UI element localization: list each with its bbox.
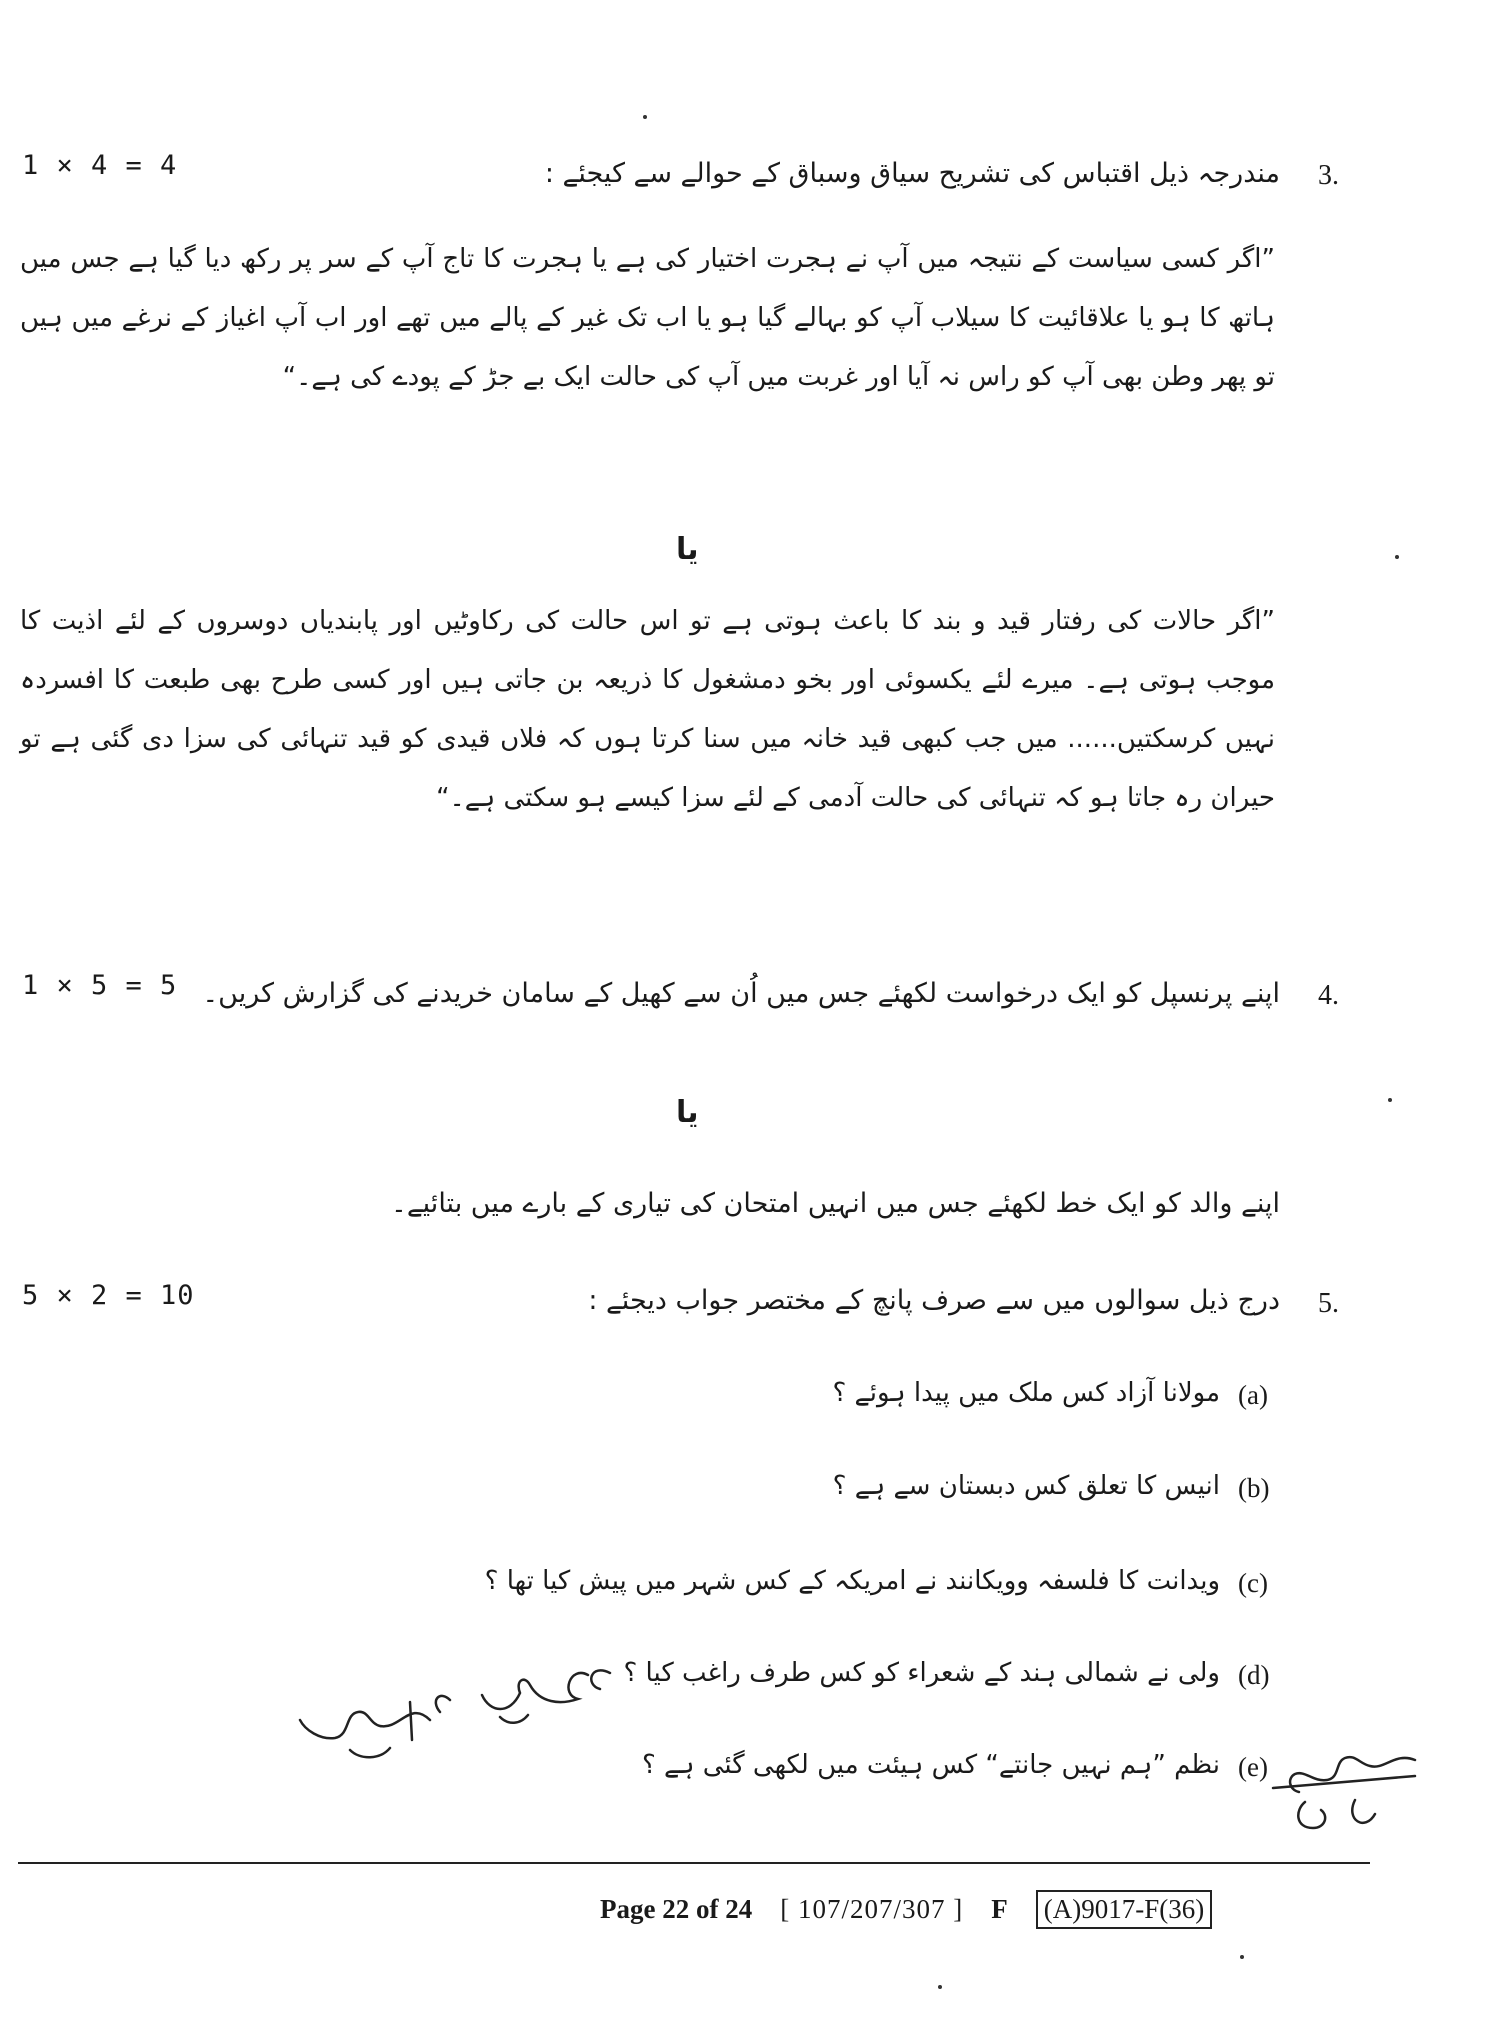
- paper-code: [ 107/207/307 ]: [780, 1894, 964, 1924]
- q5-item-d-label: (d): [1238, 1660, 1270, 1690]
- q4-instruction: اپنے پرنسپل کو ایک درخواست لکھئے جس میں اُن سے کھیل کے سامان خریدنے کی گزارش کریں۔: [202, 978, 1280, 1009]
- q5-number: 5.: [1318, 1288, 1339, 1319]
- q5-item-a-label: (a): [1238, 1380, 1268, 1410]
- q3-passage-1: ”اگر کسی سیاست کے نتیجہ میں آپ نے ہجرت اختیار کی ہے یا ہجرت کا تاج آپ کے سر پر رکھ دیا گیا ہے جس میں ہاتھ کا ہو یا علاقائیت کا سیلاب آپ کو بہالے گیا ہو یا اب تک غیر کے پالے میں تھے اور اب آپ اغیاز کے نرغے میں ہیں تو پھر وطن بھی آپ کو راس نہ آیا اور غربت میں آپ کی حالت ایک بے جڑ کے پودے کی ہے۔“: [20, 244, 1275, 392]
- footer-rule: [18, 1862, 1370, 1864]
- handwritten-note-2: [290, 1680, 460, 1770]
- q4-marks: 1 × 5 = 5: [22, 970, 178, 1001]
- q4-or: یا: [676, 1095, 699, 1130]
- q5-item-e-text: نظم ”ہم نہیں جانتے“ کس ہیئت میں لکھی گئی ہے ؟: [641, 1750, 1220, 1780]
- speck: [938, 1985, 942, 1989]
- handwritten-note-3: [1265, 1740, 1425, 1840]
- page-number: Page 22 of 24: [600, 1894, 753, 1924]
- q3-passage-2: ”اگر حالات کی رفتار قید و بند کا باعث ہوتی ہے تو اس حالت کی رکاوٹیں اور پابندیاں دوسروں کے لئے اذیت کا موجب ہوتی ہے۔ میرے لئے یکسوئی اور بخو دمشغول کا ذریعہ بن جاتی ہیں اور کسی طرح بھی طبعت کا افسردہ نہیں کرسکتیں...... میں جب کبھی قید خانہ میں سنا کرتا ہوں کہ فلاں قیدی کو قید تنہائی کی سزا دی گئی ہے تو حیران رہ جاتا ہو کہ تنہائی کی حالت آدمی کے لئے سزا کیسے ہو سکتی ہے۔“: [20, 606, 1275, 813]
- q5-item-b-label: (b): [1238, 1473, 1270, 1503]
- speck: [643, 115, 647, 119]
- q5-item-d-text: ولی نے شمالی ہند کے شعراء کو کس طرف راغب کیا ؟: [623, 1658, 1220, 1688]
- speck: [1395, 555, 1399, 559]
- handwritten-note-1: [470, 1655, 620, 1735]
- q3-marks: 1 × 4 = 4: [22, 150, 178, 181]
- q4-number: 4.: [1318, 980, 1339, 1011]
- speck: [1388, 1098, 1392, 1102]
- page-footer: [600, 1890, 1212, 1929]
- speck: [1240, 1955, 1244, 1959]
- paper-id: (A)9017-F(36): [1036, 1890, 1212, 1929]
- q4-alternative: اپنے والد کو ایک خط لکھئے جس میں انہیں امتحان کی تیاری کے بارے میں بتائیے۔: [391, 1188, 1280, 1219]
- q3-number: 3.: [1318, 160, 1339, 191]
- q5-item-c-text: ویدانت کا فلسفہ وویکانند نے امریکہ کے کس شہر میں پیش کیا تھا ؟: [484, 1566, 1220, 1596]
- paper-set: F: [991, 1894, 1008, 1924]
- q5-item-a-text: مولانا آزاد کس ملک میں پیدا ہوئے ؟: [832, 1378, 1220, 1408]
- q3-instruction: مندرجہ ذیل اقتباس کی تشریح سیاق وسباق کے حوالے سے کیجئے :: [544, 158, 1280, 189]
- q5-marks: 5 × 2 = 10: [22, 1280, 195, 1311]
- q5-item-b-text: انیس کا تعلق کس دبستان سے ہے ؟: [832, 1471, 1220, 1501]
- q5-instruction: درج ذیل سوالوں میں سے صرف پانچ کے مختصر جواب دیجئے :: [588, 1285, 1280, 1316]
- q5-item-c-label: (c): [1238, 1568, 1268, 1598]
- q3-or: یا: [676, 532, 699, 567]
- q5-item-e-label: (e): [1238, 1752, 1268, 1782]
